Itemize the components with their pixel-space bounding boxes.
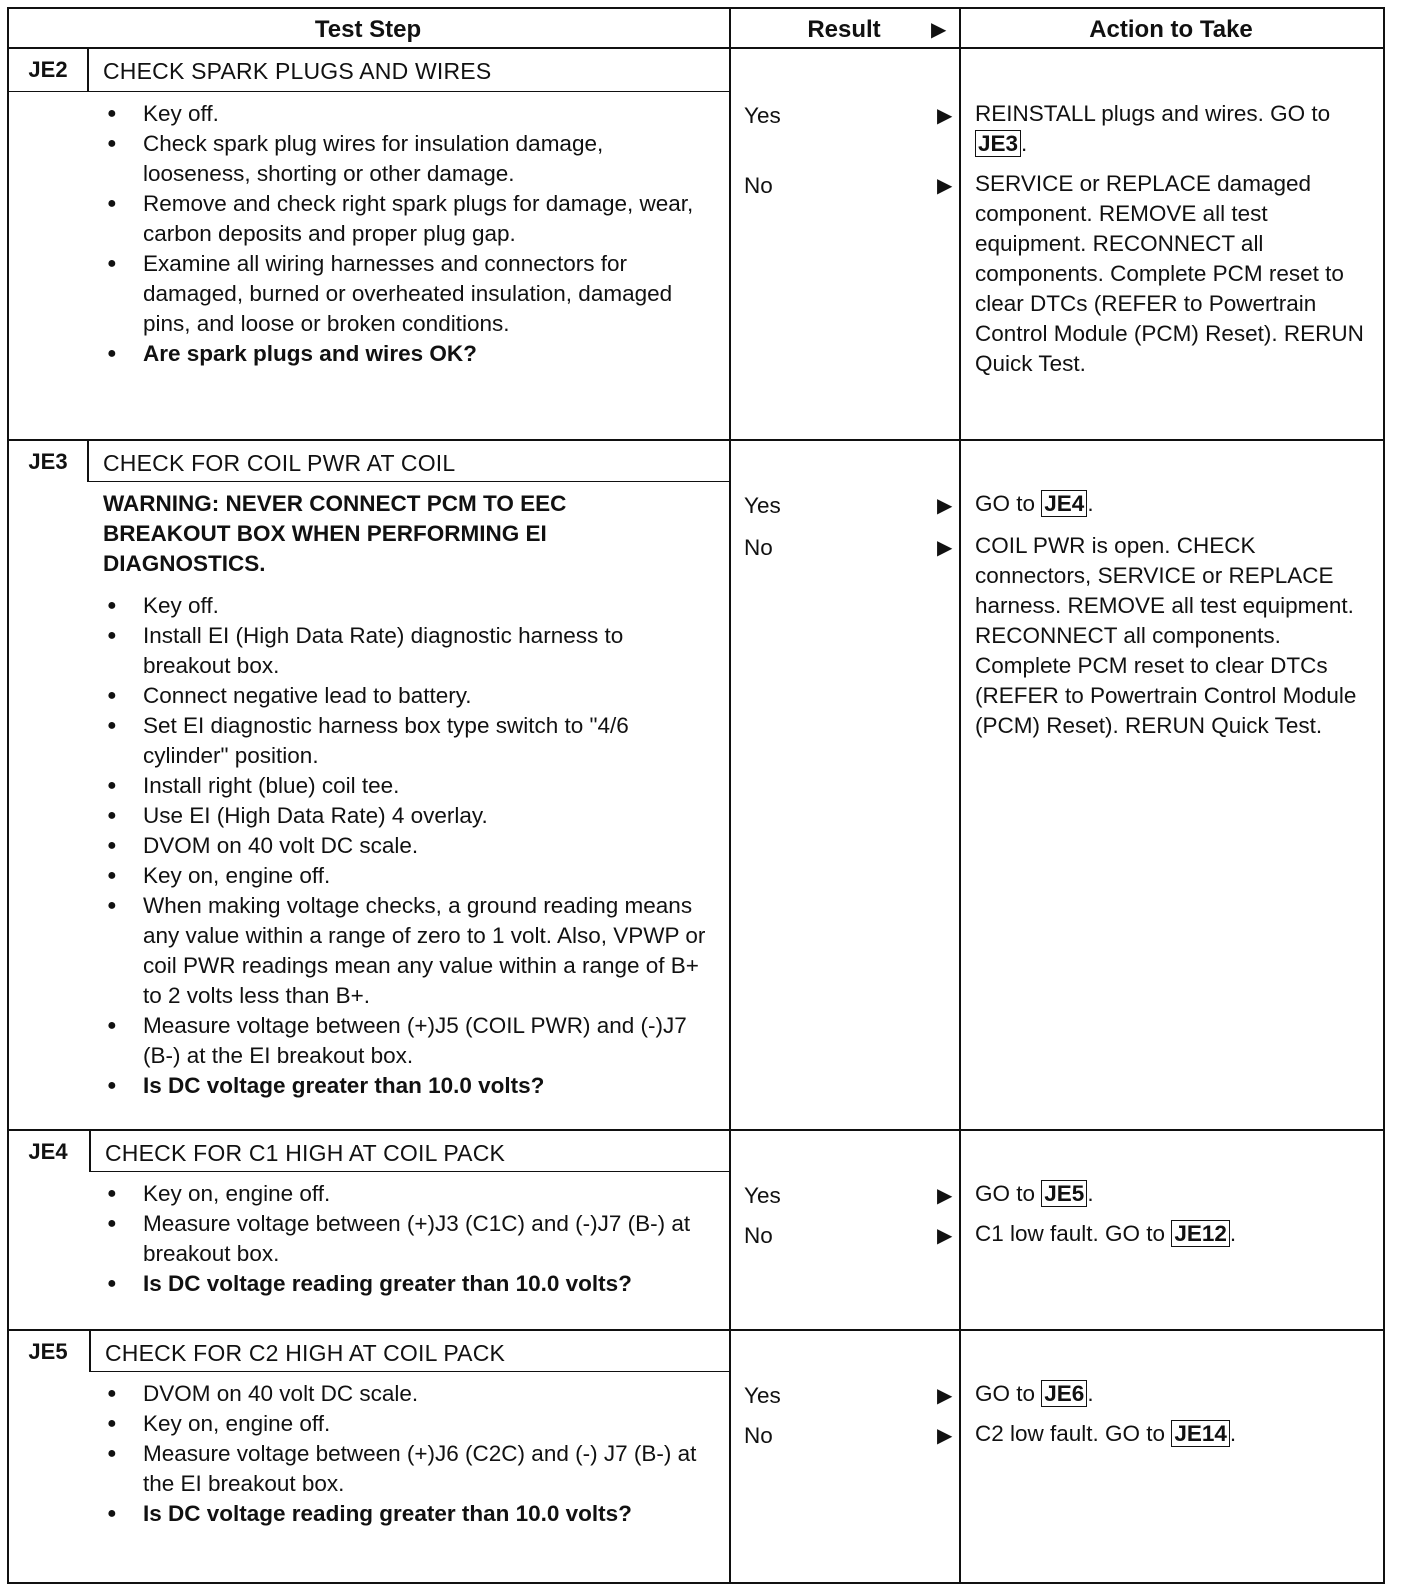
bullet-item: ● Remove and check right spark plugs for damage, wear, carbon deposits and proper plug gap. [107,189,717,249]
action-yes-text: GO to [975,491,1042,516]
arrow-icon: ▶ [937,1225,953,1247]
bullet-question: ● Is DC voltage greater than 10.0 volts? [107,1071,717,1101]
action-yes-post: . [1021,131,1028,156]
action-no-post: . [1229,1421,1237,1446]
step-bullets [107,1379,717,1529]
bullet-question: ● Are spark plugs and wires OK? [107,339,717,369]
action-no: COIL PWR is open. CHECK connectors, SERVICE or REPLACE harness. REMOVE all test equipment. RECONNECT all components. Complete PCM reset to clear DTCs (REFER to Powertrain Control Module (PCM) Reset). RERUN Quick Test. [975,533,1357,738]
result-yes: Yes [744,1183,781,1208]
action-yes-post: . [1087,1381,1094,1406]
step-title: CHECK FOR C2 HIGH AT COIL PACK [105,1340,506,1366]
action-yes [975,99,1375,159]
title-underline [87,481,729,482]
result-yes: Yes [744,1383,781,1408]
bullet-item: ● Key off. [107,99,717,129]
result-no: No [744,535,773,560]
action-no: SERVICE or REPLACE damaged component. REMOVE all test equipment. RECONNECT all components. Complete PCM reset to clear DTCs (REFER to Powertrain Control Module (PCM) Reset). RERUN Quick Test. [975,171,1364,376]
step-id: JE2 [28,57,68,82]
step-ref-link[interactable]: JE5 [1041,1180,1087,1207]
header-result [729,7,959,49]
arrow-icon: ▶ [937,1385,953,1407]
action-yes [975,489,1375,519]
result-no: No [744,173,773,198]
row-divider [7,439,1385,441]
bullet-item: ● Measure voltage between (+)J6 (C2C) and (-) J7 (B-) at the EI breakout box. [107,1439,717,1499]
bullet-item: ● Install right (blue) coil tee. [107,771,717,801]
arrow-icon: ▶ [937,495,953,517]
id-divider [87,439,89,481]
action-yes-text: GO to [975,1381,1042,1406]
bullet-question: ● Is DC voltage reading greater than 10.0 volts? [107,1499,717,1529]
divider-action [959,7,961,1584]
action-no-post: . [1229,1221,1237,1246]
arrow-icon: ▶ [937,1185,953,1207]
bullet-item: ● Key on, engine off. [107,1179,717,1209]
step-ref-link[interactable]: JE4 [1041,490,1087,517]
step-bullets [107,99,717,369]
step-title: CHECK FOR C1 HIGH AT COIL PACK [105,1140,506,1166]
bullet-item: ● Measure voltage between (+)J3 (C1C) and (-)J7 (B-) at breakout box. [107,1209,717,1269]
bullet-item: ● Key on, engine off. [107,861,717,891]
header-action: Action to Take [959,7,1383,49]
row-divider [7,1329,1385,1331]
bullet-question: ● Is DC voltage reading greater than 10.0 volts? [107,1269,717,1299]
id-divider [89,1329,91,1371]
bullet-item: ● Key off. [107,591,717,621]
action-yes-text: GO to [975,1181,1042,1206]
step-title: CHECK SPARK PLUGS AND WIRES [103,58,492,84]
divider-result [729,7,731,1584]
bullet-item: ● Key on, engine off. [107,1409,717,1439]
action-no [975,1419,1375,1449]
action-yes [975,1179,1375,1209]
row-divider [7,1129,1385,1131]
title-underline [7,91,729,92]
step-id: JE4 [28,1139,68,1164]
action-yes-post: . [1087,1181,1094,1206]
bullet-item: ● When making voltage checks, a ground reading means any value within a range of zero to 1 volt. Also, VPWP or coil PWR readings mean any value within a range of B+ to 2 volts less than B+. [107,891,717,1011]
bullet-item: ● Check spark plug wires for insulation damage, looseness, shorting or other damage. [107,129,717,189]
arrow-icon: ▶ [937,105,953,127]
header-test-step: Test Step [7,7,729,49]
step-ref-link[interactable]: JE6 [1041,1380,1087,1407]
step-id: JE3 [28,449,68,474]
warning-text: WARNING: NEVER CONNECT PCM TO EEC BREAKOUT BOX WHEN PERFORMING EI DIAGNOSTICS. [103,491,567,576]
arrow-icon: ▶ [937,175,953,197]
bullet-item: ● Connect negative lead to battery. [107,681,717,711]
bullet-item: ● Set EI diagnostic harness box type switch to "4/6 cylinder" position. [107,711,717,771]
step-bullets [107,1179,717,1299]
diagnostic-table [7,7,1385,1584]
title-underline [89,1371,729,1372]
bullet-item: ● Use EI (High Data Rate) 4 overlay. [107,801,717,831]
step-id: JE5 [28,1339,68,1364]
header-arrow-icon: ▶ [931,19,947,41]
step-ref-link[interactable]: JE14 [1171,1420,1230,1447]
result-no: No [744,1223,773,1248]
border-right [1383,7,1385,1584]
step-ref-link[interactable]: JE3 [975,130,1021,157]
action-no-text: C1 low fault. GO to [975,1221,1172,1246]
action-no-text: C2 low fault. GO to [975,1421,1172,1446]
result-yes: Yes [744,103,781,128]
result-no: No [744,1423,773,1448]
bullet-item: ● Examine all wiring harnesses and connectors for damaged, burned or overheated insulation, damaged pins, and loose or broken conditions. [107,249,717,339]
id-divider [89,1129,91,1171]
arrow-icon: ▶ [937,1425,953,1447]
bullet-item: ● Install EI (High Data Rate) diagnostic harness to breakout box. [107,621,717,681]
action-yes-post: . [1087,491,1094,516]
action-no [975,1219,1375,1249]
action-yes [975,1379,1375,1409]
row-divider [7,1582,1385,1584]
step-title: CHECK FOR COIL PWR AT COIL [103,450,456,476]
title-underline [89,1171,729,1172]
bullet-item: ● DVOM on 40 volt DC scale. [107,1379,717,1409]
bullet-item: ● DVOM on 40 volt DC scale. [107,831,717,861]
step-ref-link[interactable]: JE12 [1171,1220,1230,1247]
action-yes-text: REINSTALL plugs and wires. GO to [975,101,1331,126]
step-bullets [107,591,717,1101]
bullet-item: ● Measure voltage between (+)J5 (COIL PWR) and (-)J7 (B-) at the EI breakout box. [107,1011,717,1071]
id-divider [87,49,89,91]
header-result-label: Result [807,16,881,43]
arrow-icon: ▶ [937,537,953,559]
result-yes: Yes [744,493,781,518]
